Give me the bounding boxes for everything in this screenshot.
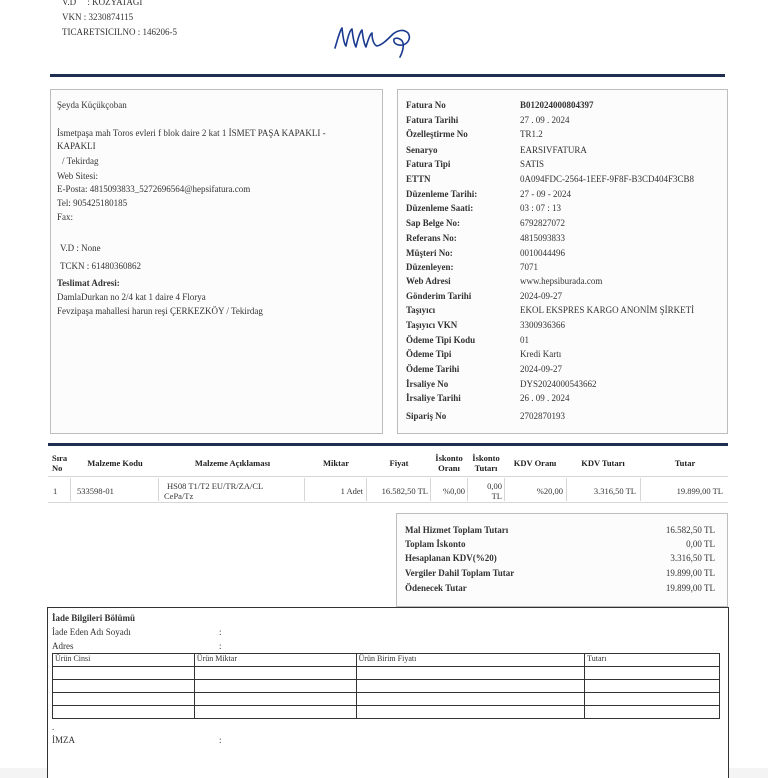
info-value: 2702870193 [520,411,565,421]
col-iskonto-orani: İskonto Oranı [435,453,463,473]
total-label: Toplam İskonto [405,539,466,549]
info-value: SATIS [520,159,545,169]
col-sep [304,478,305,501]
info-value: EKOL EKSPRES KARGO ANONİM ŞİRKETİ [520,305,695,315]
info-value: TR1.2 [520,129,543,139]
info-value: www.hepsiburada.com [520,276,603,286]
info-value: 03 : 07 : 13 [520,203,562,213]
return-col-cinsi: Ürün Cinsi [53,654,195,667]
info-value: 27 . 09 . 2024 [520,115,570,125]
return-col-birim-fiyat: Ürün Birim Fiyatı [356,654,585,667]
row-miktar: 1 Adet [340,486,363,496]
seller-ticaret-sicil: TICARETSICILNO : 146206-5 [62,27,177,37]
col-iskonto-tutari: İskonto Tutarı [472,453,500,473]
info-label: Sap Belge No: [406,218,460,228]
return-dot: . [52,722,55,732]
row-iskonto-orani: %0,00 [443,486,465,496]
info-value: B012024000804397 [520,100,594,110]
header-rule [50,74,725,77]
seller-vd: V.D : KOZYATAGI [62,0,143,7]
col-kdv-orani: KDV Oranı [513,458,557,468]
info-value: 3300936366 [520,320,565,330]
row-tutar: 19.899,00 TL [676,486,723,496]
return-sign-label: İMZA [52,735,75,745]
info-value: 7071 [520,262,538,272]
col-sep [366,478,367,501]
total-label: Ödenecek Tutar [405,583,467,593]
info-label: Ödeme Tarihi [406,364,460,374]
col-fiyat: Fiyat [389,458,409,468]
info-value: 2024-09-27 [520,291,562,301]
col-sep [70,478,71,501]
buyer-tckn: TCKN : 61480360862 [60,261,141,271]
info-label: Fatura Tarihi [406,115,459,125]
buyer-web: Web Sitesi: [57,171,99,181]
return-name-label: İade Eden Adı Soyadı [52,627,131,637]
row-fiyat: 16.582,50 TL [381,486,428,496]
return-col-miktar: Ürün Miktar [194,654,356,667]
total-value: 16.582,50 TL [665,525,715,535]
info-value: 6792827072 [520,218,565,228]
info-label: Düzenleyen: [406,262,454,272]
info-label: Müşteri No: [406,248,453,258]
col-sep [430,478,431,501]
row-kod: 533598-01 [77,486,114,496]
return-table-row [53,693,720,706]
delivery-label: Teslimat Adresi: [57,278,120,288]
col-kod: Malzeme Kodu [87,458,143,468]
return-table-row [53,706,720,719]
buyer-tel: Tel: 905425180185 [57,198,128,208]
row-sira: 1 [53,486,58,496]
buyer-address-line2: KAPAKLI [57,141,96,151]
info-label: Sipariş No [406,411,447,421]
row-iskonto-tutari: 0,00 TL [487,481,502,501]
info-value: 0010044496 [520,248,565,258]
info-label: Gönderim Tarihi [406,291,472,301]
row-kdv-tutari: 3.316,50 TL [593,486,636,496]
buyer-email: E-Posta: 4815093833_5272696564@hepsifatura.com [57,184,251,194]
col-sep [640,478,641,501]
info-value: EARSIVFATURA [520,145,587,155]
info-label: İrsaliye No [406,379,449,389]
info-label: Özelleştirme No [406,129,468,139]
return-title: İade Bilgileri Bölümü [52,613,136,623]
info-label: Taşıyıcı VKN [406,320,458,330]
info-value: DYS2024000543662 [520,379,597,389]
row-aciklama: HS08 T1/T2 EU/TR/ZA/CL CePa/Tz [164,481,264,501]
info-value: 26 . 09 . 2024 [520,393,570,403]
col-sep [158,478,159,501]
total-value: 19.899,00 TL [665,583,715,593]
info-label: Senaryo [406,145,438,155]
col-sep [467,478,468,501]
buyer-vd: V.D : None [60,243,101,253]
info-value: 27 - 09 - 2024 [520,189,571,199]
info-label: Ödeme Tipi [406,349,452,359]
seller-vkn: VKN : 3230874115 [62,12,134,22]
items-top-rule [48,443,728,446]
items-header-rule [48,476,728,477]
col-sep [566,478,567,501]
return-table [52,653,720,719]
total-label: Hesaplanan KDV(%20) [405,553,497,563]
col-sira: Sıra No [52,453,68,473]
return-table-header [53,654,720,667]
info-value: Kredi Kartı [520,349,562,359]
return-name-colon: : [219,627,222,637]
total-value: 3.316,50 TL [670,553,715,563]
row-kdv-orani: %20,00 [536,486,563,496]
info-value: 4815093833 [520,233,565,243]
buyer-address-line1: İsmetpaşa mah Toros evleri f blok daire 2 kat 1 İSMET PAŞA KAPAKLI - [57,128,326,138]
return-sign-colon: : [219,735,222,745]
info-label: Referans No: [406,233,457,243]
total-value: 19.899,00 TL [665,568,715,578]
info-label: Düzenleme Saati: [406,203,474,213]
col-miktar: Miktar [323,458,349,468]
buyer-address-line3: / Tekirdag [62,156,99,166]
info-label: Düzenleme Tarihi: [406,189,478,199]
info-label: Fatura No [406,100,446,110]
return-table-row [53,667,720,680]
col-tutar: Tutar [674,458,696,468]
total-value: 0,00 TL [686,539,715,549]
info-label: İrsaliye Tarihi [406,393,461,403]
return-address-colon: : [219,641,222,651]
return-table-row [53,680,720,693]
info-label: Ödeme Tipi Kodu [406,335,476,345]
info-value: 2024-09-27 [520,364,562,374]
info-label: Web Adresi [406,276,451,286]
return-address-label: Adres [52,641,74,651]
info-value: 01 [520,335,529,345]
col-sep [504,478,505,501]
delivery-line1: DamlaDurkan no 2/4 kat 1 daire 4 Florya [57,292,206,302]
signature-image [330,20,425,62]
info-label: Fatura Tipi [406,159,451,169]
total-label: Vergiler Dahil Toplam Tutar [405,568,515,578]
col-aciklama: Malzeme Açıklaması [194,458,271,468]
buyer-name: Şeyda Küçükçoban [57,100,127,110]
buyer-fax: Fax: [57,212,74,222]
info-label: Taşıyıcı [406,305,436,315]
delivery-line2: Fevzipaşa mahallesi harun reşi ÇERKEZKÖY / Tekirdag [57,306,263,316]
info-label: ETTN [406,174,431,184]
return-col-tutari: Tutarı [585,654,720,667]
col-kdv-tutari: KDV Tutarı [581,458,625,468]
total-label: Mal Hizmet Toplam Tutarı [405,525,509,535]
items-row-rule [48,502,728,503]
info-value: 0A094FDC-2564-1EEF-9F8F-B3CD404F3CB8 [520,174,695,184]
